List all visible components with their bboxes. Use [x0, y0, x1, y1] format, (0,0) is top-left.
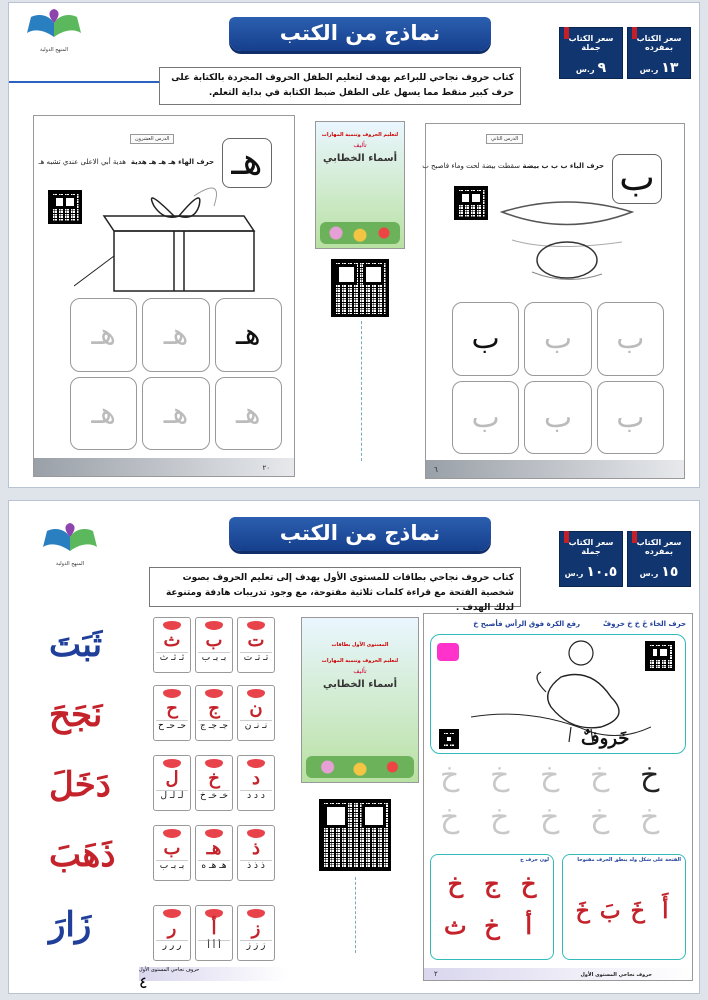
page-subtitle: هدية أبي الاعلى عندي تشبه هـ: [38, 158, 126, 166]
price-bulk: [559, 27, 623, 79]
cover-author: أسماء الخطابي: [322, 153, 398, 164]
page-subtitle: سقطت بيضة لحت وماء فاصبح ب: [422, 162, 520, 170]
card-letter: ج: [208, 698, 220, 719]
section-banner: نماذج من الكتب: [229, 517, 491, 551]
divider: [699, 43, 700, 439]
letter-card[interactable]: [195, 617, 233, 673]
book-cover: [315, 121, 405, 249]
big-letter: ب: [612, 154, 662, 204]
price-number: ١٥: [661, 564, 679, 580]
egg-illustration: [492, 182, 642, 292]
card-letter: ح: [166, 698, 178, 719]
trace-letter[interactable]: خ: [590, 800, 610, 835]
publisher-logo: [39, 521, 101, 567]
qr-code[interactable]: [439, 729, 459, 749]
trace-cell[interactable]: هـ: [70, 298, 137, 372]
word-item: ثَبَتَ: [49, 625, 103, 665]
connector-line: [355, 877, 356, 953]
sample-page-kha: [423, 613, 693, 981]
book-description: كتاب حروف نجاحي بطاقات للمستوى الأول يهدف إلى تعليم الحروف بصوت شخصية الفتحة مع قراءة كلمات ثلاثية مفتوحة، مع وجود تدريبات هادفة ومتنوعة لذلك الهدف .: [149, 567, 521, 607]
trace-cell[interactable]: هـ: [215, 377, 282, 451]
mouth-icon: [163, 829, 181, 838]
word-item: دَخَلَ: [49, 765, 111, 805]
flowers-illustration: [306, 756, 414, 778]
card-letter: ت: [247, 630, 265, 651]
word-item: نَجَحَ: [49, 695, 103, 735]
trace-letter[interactable]: خ: [440, 800, 460, 835]
trace-cell[interactable]: ب: [452, 302, 519, 376]
qr-code[interactable]: [454, 186, 488, 220]
card-letter: ذ: [251, 838, 260, 859]
card-letter: ن: [249, 698, 263, 719]
book-cover: [301, 617, 419, 783]
cover-author: أسماء الخطابي: [322, 679, 398, 690]
qr-code-main[interactable]: [319, 799, 391, 871]
color-letter[interactable]: ث: [444, 911, 467, 940]
page-footer: [426, 460, 684, 478]
card-forms: د د د: [240, 790, 272, 801]
card-forms: بـ بـ ب: [156, 860, 188, 871]
card-letter: ب: [205, 630, 223, 651]
price-number: ١٣: [661, 60, 679, 76]
mouth-icon: [163, 621, 181, 630]
price-number: ٩: [597, 60, 607, 76]
gift-box-illustration: [74, 176, 264, 296]
card-forms: نـ نـ ن: [240, 720, 272, 731]
price-currency: ر.س: [564, 569, 584, 578]
page-title: حرف الهاء هـ هـ هـ هدية: [130, 158, 214, 166]
mouth-icon: [205, 689, 223, 698]
page-subtitle: رفع الكرة فوق الرأس فأصبح خ: [473, 620, 580, 628]
card-letter: د: [251, 768, 260, 789]
card-letter: ث: [163, 630, 181, 651]
price-currency: ر.س: [639, 65, 659, 74]
page-footer: [34, 458, 294, 476]
price-single: [627, 27, 691, 79]
letter-card[interactable]: [195, 685, 233, 741]
book-description: كتاب حروف نجاحي للبراعم يهدف لتعليم الطفل الحروف المجردة بالكتابة على حرف كبير منقط مما يسهل على الطفل ضبط الكتابة في بداية التعلم.: [159, 67, 521, 105]
fatha-letter: أَ: [662, 898, 669, 924]
card-letter: خ: [208, 768, 220, 789]
trace-cell[interactable]: هـ: [142, 298, 209, 372]
letter-card[interactable]: [237, 617, 275, 673]
book-logo-icon: [39, 521, 101, 559]
sample-page-ba: [422, 123, 685, 479]
ribbon-icon: [564, 27, 569, 39]
word-item: ذَهَبَ: [49, 835, 116, 875]
price-value: [560, 60, 622, 76]
cover-level: المستوى الأول بطاقات: [331, 642, 389, 648]
mouth-icon: [205, 909, 223, 918]
trace-cell[interactable]: ب: [597, 302, 664, 376]
letter-grid: [437, 869, 547, 953]
sticker-icon: [437, 643, 459, 661]
card-letter: هـ: [206, 838, 222, 859]
ribbon-icon: [564, 531, 569, 543]
mouth-icon: [247, 759, 265, 768]
trace-letter[interactable]: خ: [540, 758, 560, 793]
price-value: [628, 564, 690, 580]
mouth-icon: [247, 621, 265, 630]
lesson-label: الدرس الثاني: [486, 134, 523, 144]
card-letter: ل: [165, 768, 179, 789]
page-title: حرف الباء ب ب ب بيضة: [522, 162, 604, 170]
word-item: زَارَ: [49, 905, 92, 945]
tracing-rows: [430, 758, 686, 848]
trace-letter[interactable]: خ: [490, 800, 510, 835]
letter-card[interactable]: [153, 755, 191, 811]
letter-card[interactable]: [195, 755, 233, 811]
card-forms: ثـ ثـ ث: [156, 652, 188, 663]
divider: [9, 81, 159, 83]
page-number: ٤: [139, 973, 148, 992]
bottom-sheet: [8, 500, 700, 994]
trace-letter[interactable]: خ: [640, 800, 660, 835]
ribbon-icon: [632, 27, 637, 39]
cover-author-label: تأليف: [353, 668, 367, 675]
sample-page-ha: [33, 115, 295, 477]
cover-author-label: تأليف: [353, 142, 367, 149]
trace-cell[interactable]: ب: [524, 381, 591, 455]
trace-cell[interactable]: ب: [452, 381, 519, 455]
letter-card[interactable]: [237, 825, 275, 881]
trace-letter[interactable]: خ: [440, 758, 460, 793]
fatha-letter: بَ: [599, 898, 621, 924]
card-letter: ر: [167, 918, 177, 939]
lesson-label: الدرس العشرون: [130, 134, 174, 144]
letter-card[interactable]: [195, 905, 233, 961]
card-forms: ز ز ز: [240, 940, 272, 951]
box-title: الفتحة على شكل ولد ينطق الحرف مفتوحا: [577, 857, 681, 863]
qr-code-main[interactable]: [331, 259, 389, 317]
section-banner: نماذج من الكتب: [229, 17, 491, 51]
card-letter: ب: [163, 838, 181, 859]
fatha-letter: خَ: [575, 898, 590, 924]
logo-caption: المنهج الدولية: [39, 47, 69, 53]
footer-text: حروف نجاحي المستوى الأول: [139, 967, 200, 973]
color-letter[interactable]: خ: [447, 869, 464, 898]
box-title: لون حرف خ: [520, 857, 549, 863]
letter-card[interactable]: [153, 905, 191, 961]
trace-cell[interactable]: هـ: [142, 377, 209, 451]
price-number: ١٠.٥: [586, 564, 618, 580]
card-forms: تـ تـ ت: [240, 652, 272, 663]
mouth-icon: [247, 829, 265, 838]
trace-letter[interactable]: خ: [590, 758, 610, 793]
tracing-grid: [452, 302, 664, 454]
fatha-letter: خَ: [630, 898, 645, 924]
mouth-icon: [205, 759, 223, 768]
price-label: سعر الكتاب جملة: [568, 34, 614, 52]
page-number: ٦: [434, 466, 438, 474]
letter-card[interactable]: [195, 825, 233, 881]
mouth-icon: [247, 689, 265, 698]
big-letter: هـ: [222, 138, 272, 188]
trace-cell[interactable]: ب: [597, 381, 664, 455]
trace-letter[interactable]: خ: [640, 758, 660, 793]
cover-subtitle: لتعليم الحروف وتنمية المهارات: [321, 658, 399, 664]
color-letter[interactable]: خ: [484, 911, 500, 940]
page-number: ٢٠: [262, 464, 270, 472]
price-single: [627, 531, 691, 587]
flowers-illustration: [320, 222, 400, 244]
page-number: ٢: [434, 970, 438, 978]
card-letter: أ: [211, 918, 217, 939]
price-value: [628, 60, 690, 76]
fatha-box: [562, 854, 686, 960]
letter-card[interactable]: [153, 617, 191, 673]
color-letter[interactable]: أ: [525, 911, 532, 940]
illustration-frame: [430, 634, 686, 754]
price-bulk: [559, 531, 623, 587]
mouth-icon: [247, 909, 265, 918]
card-forms: خـ خـ خ: [198, 790, 230, 801]
mouth-icon: [205, 829, 223, 838]
footer-text: حروف نجاحي المستوى الأول: [580, 972, 652, 978]
letter-card[interactable]: [153, 685, 191, 741]
card-forms: حـ حـ ح: [156, 720, 188, 731]
connector-line: [361, 321, 362, 461]
letter-card[interactable]: [237, 755, 275, 811]
price-currency: ر.س: [575, 65, 595, 74]
card-forms: ذ ذ ذ: [240, 860, 272, 871]
page-title: حرف الخاء خَ خ خ خروفٌ: [602, 620, 686, 628]
top-sheet: [8, 2, 700, 488]
color-letter[interactable]: ج: [484, 869, 500, 898]
tracing-grid: [70, 298, 282, 450]
trace-letter[interactable]: خ: [540, 800, 560, 835]
card-letter: ز: [251, 918, 261, 939]
cover-subtitle: لتعليم الحروف وتنمية المهارات: [321, 132, 399, 138]
trace-cell[interactable]: ب: [524, 302, 591, 376]
card-forms: هـ هـ ه: [198, 860, 230, 871]
trace-cell[interactable]: هـ: [215, 298, 282, 372]
color-letter[interactable]: خ: [520, 869, 537, 898]
price-label: سعر الكتاب بمفرده: [636, 34, 682, 52]
card-forms: بـ بـ ب: [198, 652, 230, 663]
price-value: [560, 564, 622, 580]
letter-grid: [569, 869, 679, 953]
book-logo-icon: [23, 7, 85, 45]
mouth-icon: [163, 759, 181, 768]
price-label: سعر الكتاب جملة: [568, 538, 614, 556]
card-forms: لـ لـ ل: [156, 790, 188, 801]
letter-card[interactable]: [237, 905, 275, 961]
mouth-icon: [163, 909, 181, 918]
price-label: سعر الكتاب بمفرده: [636, 538, 682, 556]
trace-cell[interactable]: هـ: [70, 377, 137, 451]
card-forms: ر ر ر: [156, 940, 188, 951]
card-forms: جـ جـ ج: [198, 720, 230, 731]
mouth-icon: [163, 689, 181, 698]
mouth-icon: [205, 621, 223, 630]
letter-card[interactable]: [237, 685, 275, 741]
ribbon-icon: [632, 531, 637, 543]
logo-caption: المنهج الدولية: [55, 561, 85, 567]
color-letter-box: [430, 854, 554, 960]
picture-caption: خَروفٌ: [581, 728, 630, 749]
page-footer: [139, 967, 289, 992]
publisher-logo: [23, 7, 85, 53]
trace-letter[interactable]: خ: [490, 758, 510, 793]
card-forms: أ أ أ: [198, 940, 230, 951]
price-currency: ر.س: [639, 569, 659, 578]
letter-card[interactable]: [153, 825, 191, 881]
